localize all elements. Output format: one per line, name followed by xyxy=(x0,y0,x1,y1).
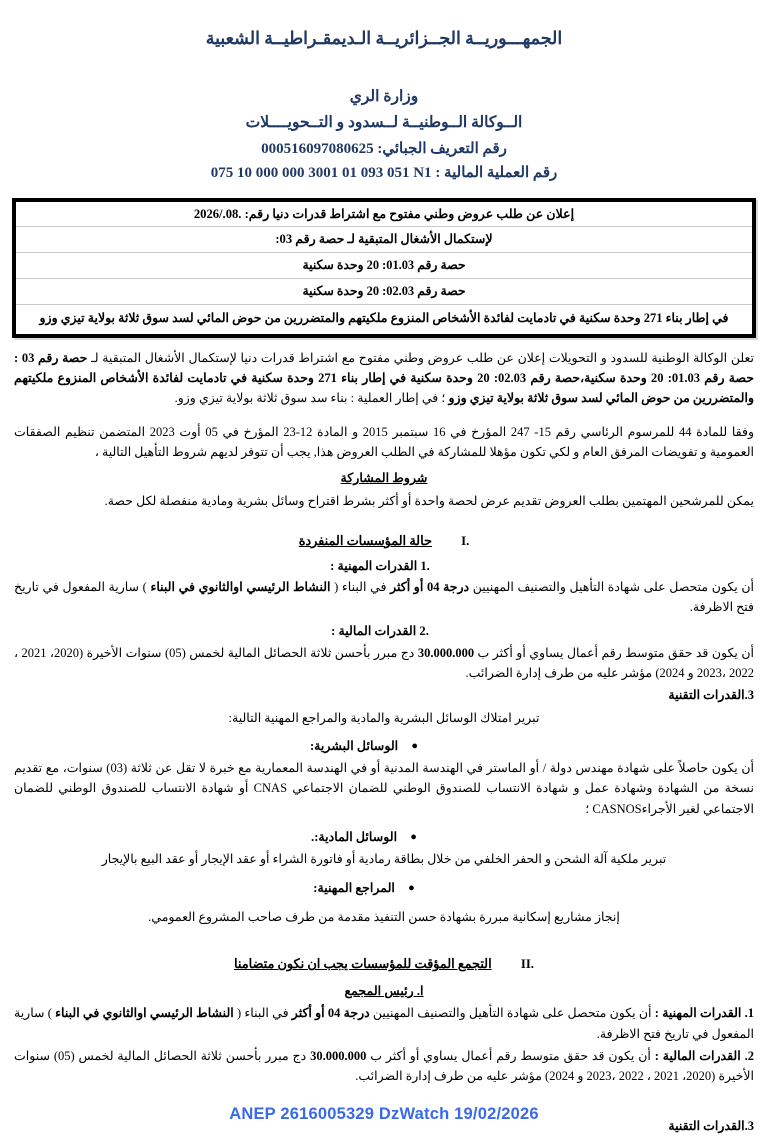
group-item-3-number: 3. xyxy=(744,1119,754,1134)
section-II-number: II. xyxy=(520,957,535,972)
fiscal-identification-number: رقم التعريف الجبائي: 000516097080625 xyxy=(261,140,507,157)
section-I-heading xyxy=(14,531,754,552)
group-item-3-title: القدرات التقنية xyxy=(668,1119,745,1134)
financial-operation-number xyxy=(0,161,768,185)
bullet-human-resources-title: الوسائل البشرية: xyxy=(309,738,399,753)
bullet-icon: ● xyxy=(408,881,415,894)
item-1-degree: درجة 04 أو أكثر xyxy=(390,579,470,594)
item-2-title: القدرات المالية : xyxy=(331,624,417,639)
bullet-human-resources-heading xyxy=(14,736,754,756)
group-item-2-amount: 30.000.000 xyxy=(310,1048,367,1063)
item-2-heading xyxy=(14,621,754,641)
item-1-heading xyxy=(14,556,754,576)
bullet-professional-references-text: إنجاز مشاريع إسكانية مبررة بشهادة حسن التنفيذ مقدمة من طرف صاحب المشروع العمومي. xyxy=(148,909,620,924)
spacer xyxy=(14,929,754,943)
document-footer xyxy=(0,1105,768,1124)
operation-number-value: 075 10 000 000 3001 01 093 051 N1 xyxy=(210,164,432,181)
item-1-text-c: ) سارية المفعول في تاريخ فتح الاظرفة. xyxy=(14,579,754,615)
group-item-2-text-a: أن يكون قد حقق متوسط رقم أعمال يساوي أو أكثر ب xyxy=(370,1048,651,1063)
agency-name: الــوكالة الــوطنيــة لــسدود و التــحويــــلات xyxy=(245,113,523,131)
participation-conditions-heading: شروط المشاركة xyxy=(340,471,428,486)
group-item-2-title: القدرات المالية : xyxy=(654,1048,741,1063)
item-2-text xyxy=(14,643,754,684)
item-3-number: 3. xyxy=(744,688,754,703)
tender-notice-box xyxy=(12,198,756,338)
anep-reference: ANEP 2616005329 DzWatch 19/02/2026 xyxy=(229,1105,539,1123)
intro-text-bold: حصة رقم 03 : حصة رقم 01.03: 20 وحدة سكنية،حصة رقم 02.03: 20 وحدة سكنية في إطار بناء 271 وحدة سكنية في تادمايت لفائدة الأشخاص المنزوع ملكيتهم والمتضررين من حوض المائي لسد سوق ثلاثة بولاية تيزي وزو xyxy=(14,350,754,406)
item-1-text-b: في البناء ( xyxy=(334,579,387,594)
intro-paragraph xyxy=(14,348,754,409)
participation-conditions-text: يمكن للمرشحين المهتمين بطلب العروض تقديم عرض لحصة واحدة أو أكثر بشرط اقتراح وسائل بشرية ومادية منفصلة لكل حصة. xyxy=(104,493,754,508)
item-1-activity: النشاط الرئيسي اوالثانوي في البناء xyxy=(150,579,331,594)
section-II-heading xyxy=(14,954,754,975)
group-item-1-activity: النشاط الرئيسي اوالثانوي في البناء xyxy=(55,1006,234,1021)
bullet-material-resources-title: الوسائل المادية:. xyxy=(311,829,398,844)
item-1-text xyxy=(14,577,754,618)
notice-title-row: إعلان عن طلب عروض وطني مفتوح مع اشتراط قدرات دنيا رقم: .08./2026 xyxy=(16,202,752,228)
spacer xyxy=(14,513,754,520)
group-item-1-degree: درجة 04 أو أكثر xyxy=(291,1006,370,1021)
item-1-text-a: أن يكون متحصل على شهادة التأهيل والتصنيف المهنيين xyxy=(472,579,754,594)
group-item-1-text-b: في البناء ( xyxy=(236,1006,289,1021)
notice-lot-1-row: حصة رقم 01.03: 20 وحدة سكنية xyxy=(16,253,752,279)
bullet-material-resources-heading xyxy=(14,827,754,847)
item-2-number: 2. xyxy=(419,624,429,639)
item-2-text-a: أن يكون قد حقق متوسط رقم أعمال يساوي أو أكثر ب xyxy=(477,645,754,660)
group-item-1-text-a: أن يكون متحصل على شهادة التأهيل والتصنيف المهنيين xyxy=(372,1006,652,1021)
group-item-1-number: 1. xyxy=(744,1006,755,1021)
bullet-human-resources-text: أن يكون حاصلاً على شهادة مهندس دولة / أو الماستر في الهندسة المدنية أو في الهندسة المعمارية مع خبرة لا تقل عن ثلاثة (03) سنوات، مع تقديم نسخة من الشهادة وشهادة عمل و شهادة الانتساب للصندوق الوطني للضمان الاجتماعي CNAS أو شهادة الانتساب للصندوق الوطني للضمان الاجتماعي لغير الأجراءCASNOS ؛ xyxy=(14,761,755,816)
bullet-professional-references-title: المراجع المهنية: xyxy=(313,880,395,895)
item-3-heading xyxy=(14,685,754,705)
item-3-title: القدرات التقنية xyxy=(668,688,745,703)
notice-subtitle-row: لإستكمال الأشغال المتبقية لـ حصة رقم 03: xyxy=(16,227,752,253)
section-II-title: التجمع المؤقت للمؤسسات يجب ان نكون متضامنا xyxy=(233,957,492,972)
group-item-2 xyxy=(14,1046,754,1087)
intro-text-tail: ؛ في إطار العملية : بناء سد سوق ثلاثة بولاية تيزي وزو. xyxy=(174,391,446,406)
group-item-1 xyxy=(14,1003,754,1044)
group-item-1-title: القدرات المهنية : xyxy=(654,1006,742,1021)
group-item-1-text-c: ) سارية المفعول في تاريخ فتح الاظرفة. xyxy=(14,1006,754,1041)
group-item-2-number: 2. xyxy=(744,1048,754,1063)
item-1-number: 1. xyxy=(420,558,430,573)
item-1-title: القدرات المهنية : xyxy=(330,558,418,573)
intro-text-part-1: تعلن الوكالة الوطنية للسدود و التحويلات إعلان عن طلب عروض وطني مفتوح مع اشتراط قدرات دنيا لإستكمال الأشغال المتبقية لـ xyxy=(91,350,754,365)
bullet-professional-references-heading xyxy=(14,878,754,898)
ministry-name: وزارة الري xyxy=(349,87,419,105)
section-I-number: I. xyxy=(461,533,470,548)
notice-scope-row: في إطار بناء 271 وحدة سكنية في تادمايت لفائدة الأشخاص المنزوع ملكيتهم والمتضررين من حوض المائي لسد سوق ثلاثة بولاية تيزي وزو xyxy=(39,310,729,325)
section-I-title: حالة المؤسسات المنفردة xyxy=(298,533,432,548)
group-leader-heading: ا. رئيس المجمع xyxy=(344,983,424,998)
item-3-text: تبرير امتلاك الوسائل البشرية والمادية والمراجع المهنية التالية: xyxy=(228,710,540,725)
bullet-icon: ● xyxy=(411,740,418,752)
document-body xyxy=(0,338,768,1137)
group-item-2-text-b: دج مبرر بأحسن ثلاثة الحصائل المالية لخمس (05) سنوات الأخيرة (2020، 2021 ، 2022 ،2023 و 2024) مؤشر عليه من طرف إدارة الضرائب. xyxy=(14,1048,754,1084)
republic-title: الجمهـــوريــة الجــزائريــة الـديمقـراطيــة الشعبية xyxy=(205,28,563,48)
legal-basis-paragraph: وفقا للمادة 44 للمرسوم الرئاسي رقم 15- 247 المؤرخ في 16 سبتمبر 2015 و المادة 12-23 المؤرخ في 05 أوت 2023 المتضمن تنظيم الصفقات العمومية و تفويضات المرفق العام و لكي تكون مؤهلا للمشاركة في الطلب العروض هذا, يجب أن تتوفر لديهم شروط التأهيل التالية ، xyxy=(14,424,755,459)
bullet-material-resources-text: تبرير ملكية آلة الشحن و الحفر الخلفي من خلال بطاقة رمادية أو فاتورة الشراء أو عقد الإيجار أو عقد البيع بالإيجار xyxy=(101,852,667,867)
spacer xyxy=(14,900,754,907)
item-2-text-b: دج مبرر بأحسن ثلاثة الحصائل المالية لخمس (05) سنوات الأخيرة (2020، 2021 ، 2022 ،2023 و 2024) مؤشر عليه من طرف إدارة الضرائب. xyxy=(14,645,754,681)
operation-number-label: رقم العملية المالية : xyxy=(435,164,558,181)
notice-lot-2-row: حصة رقم 02.03: 20 وحدة سكنية xyxy=(16,279,752,305)
bullet-icon: ● xyxy=(410,831,417,844)
item-2-amount: 30.000.000 xyxy=(417,645,475,660)
document-header xyxy=(0,0,768,185)
